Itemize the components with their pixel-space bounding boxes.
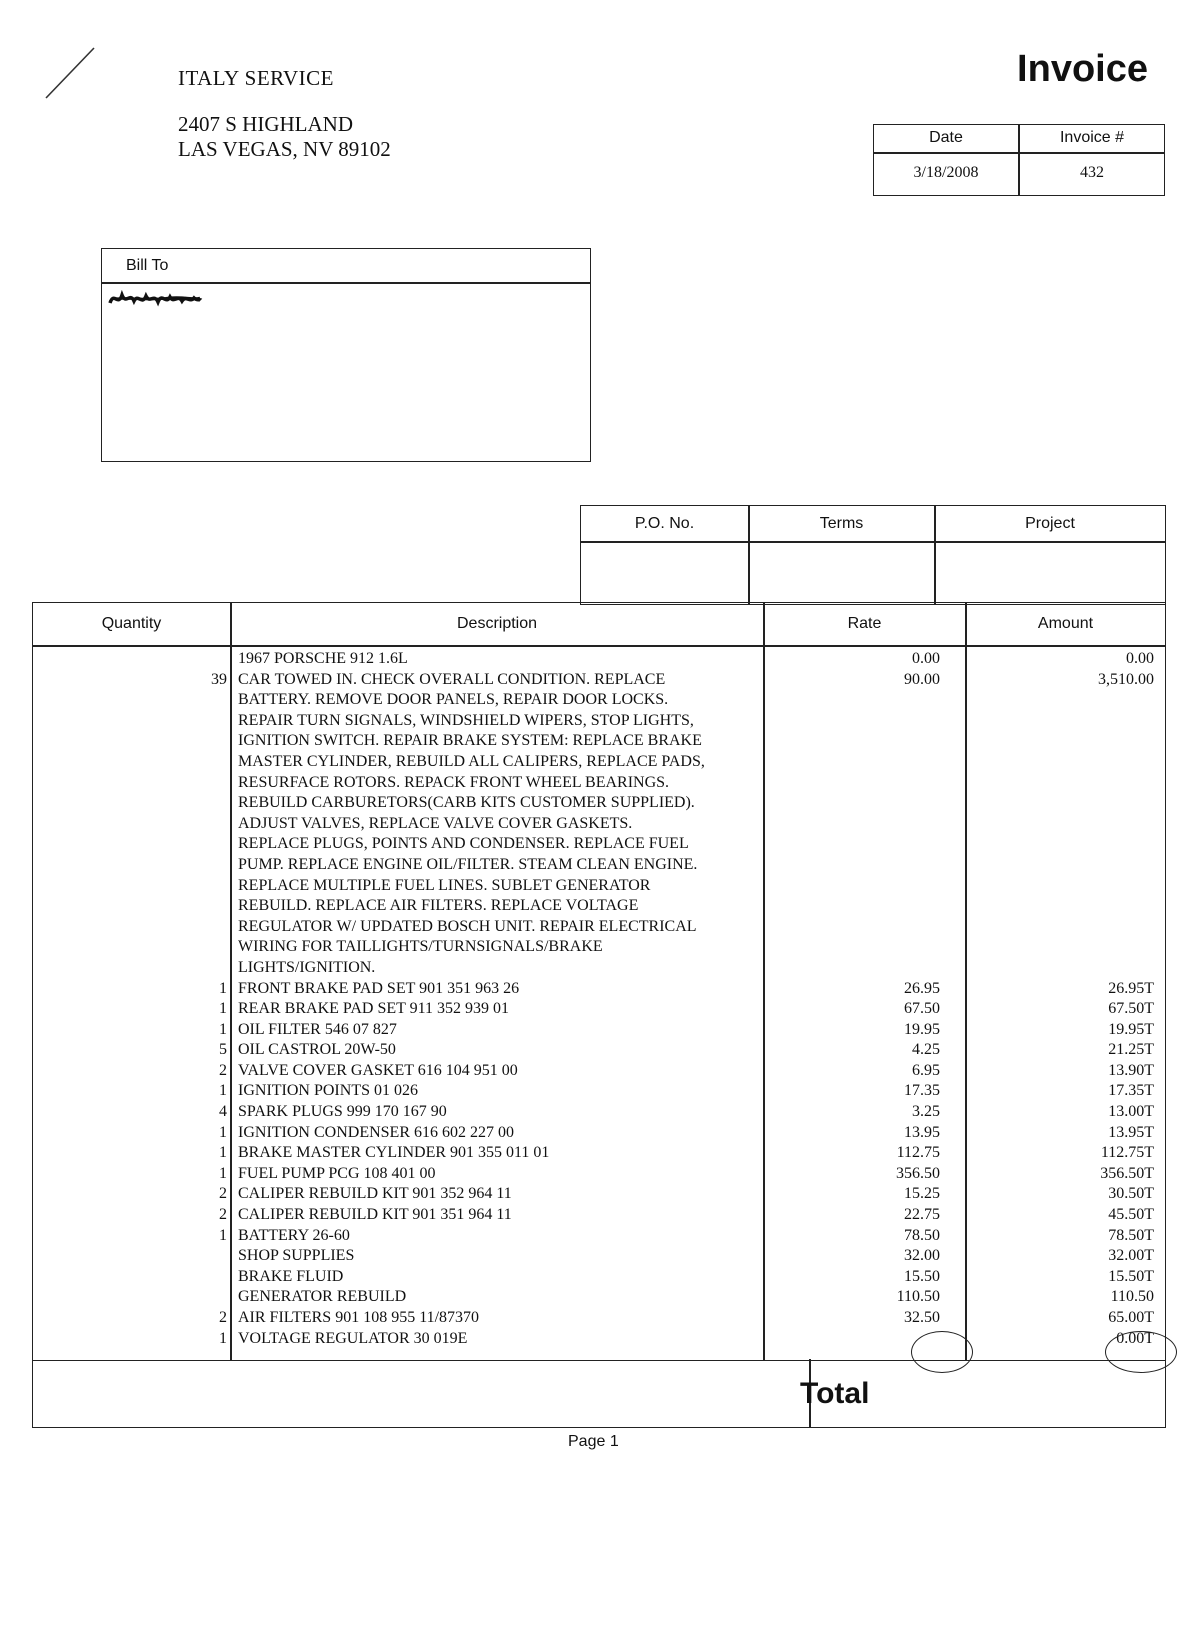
invoice-meta-box [873, 124, 1165, 196]
table-row [33, 1308, 1165, 1329]
rate-header: Rate [847, 615, 882, 632]
amount-cell: 65.00T [1108, 1309, 1154, 1326]
quantity-cell: 1 [219, 979, 227, 997]
table-row [33, 1081, 1165, 1102]
table-row [33, 1267, 1165, 1288]
terms-label: Terms [819, 515, 864, 532]
description-cell: RESURFACE ROTORS. REPACK FRONT WHEEL BEARINGS. [238, 773, 670, 791]
rate-cell: 17.35 [904, 1082, 940, 1100]
amount-cell: 78.50T [1108, 1226, 1154, 1244]
bill-to-label: Bill To [126, 257, 169, 274]
pen-slash-icon [40, 44, 100, 104]
project-label: Project [1025, 515, 1075, 532]
rate-cell: 3.25 [912, 1103, 940, 1121]
amount-cell: 110.50 [1110, 1288, 1154, 1306]
rate-cell: 32.00 [904, 1247, 940, 1265]
table-row [33, 773, 1165, 794]
table-row [33, 711, 1165, 732]
table-row [33, 670, 1165, 691]
amount-cell: 0.00 [1126, 650, 1154, 667]
description-cell: FRONT BRAKE PAD SET 901 351 963 26 [238, 979, 520, 997]
total-label: Total [800, 1377, 870, 1410]
table-row [33, 1329, 1165, 1350]
total-box [32, 1359, 1166, 1428]
table-row [33, 896, 1165, 917]
rate-cell: 26.95 [904, 979, 940, 997]
table-row [33, 876, 1165, 897]
description-cell: OIL FILTER 546 07 827 [238, 1020, 397, 1038]
rate-cell: 6.95 [912, 1061, 940, 1079]
rate-cell: 0.00 [912, 650, 940, 667]
description-cell: IGNITION SWITCH. REPAIR BRAKE SYSTEM: REPLACE BRAKE [238, 732, 702, 750]
quantity-cell: 2 [219, 1206, 227, 1224]
table-row [33, 752, 1165, 773]
line-items-table [32, 602, 1166, 1361]
table-row [33, 979, 1165, 1000]
quantity-cell: 1 [219, 1123, 227, 1141]
rate-cell: 67.50 [904, 1000, 940, 1018]
amount-cell: 3,510.00 [1098, 670, 1154, 688]
invoice-number: 432 [1080, 164, 1104, 181]
description-header: Description [456, 615, 538, 632]
amount-cell: 32.00T [1108, 1247, 1154, 1265]
description-cell: ADJUST VALVES, REPLACE VALVE COVER GASKETS. [238, 814, 633, 832]
description-cell: BRAKE FLUID [238, 1267, 344, 1285]
description-cell: REGULATOR W/ UPDATED BOSCH UNIT. REPAIR ELECTRICAL [238, 917, 697, 935]
company-name: ITALY SERVICE [178, 66, 334, 90]
amount-cell: 30.50T [1108, 1185, 1154, 1203]
amount-cell: 45.50T [1108, 1206, 1154, 1224]
description-cell: CALIPER REBUILD KIT 901 351 964 11 [238, 1206, 512, 1224]
description-cell: BRAKE MASTER CYLINDER 901 355 011 01 [238, 1144, 550, 1162]
table-row [33, 1287, 1165, 1308]
table-row [33, 1061, 1165, 1082]
rate-cell: 15.50 [904, 1267, 940, 1285]
page-number: Page 1 [568, 1433, 619, 1450]
invoice-date: 3/18/2008 [913, 164, 979, 181]
table-row [33, 1123, 1165, 1144]
rate-cell: 19.95 [904, 1020, 940, 1038]
description-cell: BATTERY 26-60 [238, 1226, 350, 1244]
po-terms-project-box [580, 505, 1166, 605]
table-row [33, 937, 1165, 958]
table-row [33, 1226, 1165, 1247]
quantity-cell: 1 [219, 1082, 227, 1100]
rate-cell: 22.75 [904, 1206, 940, 1224]
quantity-header: Quantity [101, 615, 162, 632]
description-cell: SHOP SUPPLIES [238, 1247, 355, 1265]
amount-cell: 19.95T [1108, 1020, 1154, 1038]
rate-cell: 13.95 [904, 1123, 940, 1141]
table-row [33, 999, 1165, 1020]
description-cell: REPAIR TURN SIGNALS, WINDSHIELD WIPERS, STOP LIGHTS, [238, 711, 694, 729]
rate-cell: 15.25 [904, 1185, 940, 1203]
amount-cell: 13.95T [1108, 1123, 1154, 1141]
quantity-cell: 1 [219, 1164, 227, 1182]
table-row [33, 1246, 1165, 1267]
quantity-cell: 1 [219, 1144, 227, 1162]
amount-cell: 67.50T [1108, 1000, 1154, 1018]
table-row [33, 814, 1165, 835]
rate-cell: 32.50 [904, 1309, 940, 1326]
table-row [33, 1164, 1165, 1185]
po-number-label: P.O. No. [634, 515, 695, 532]
company-address [178, 112, 391, 162]
table-row [33, 1184, 1165, 1205]
description-cell: WIRING FOR TAILLIGHTS/TURNSIGNALS/BRAKE [238, 938, 603, 956]
description-cell: BATTERY. REMOVE DOOR PANELS, REPAIR DOOR LOCKS. [238, 691, 669, 709]
invoice-number-label: Invoice # [1059, 129, 1125, 146]
description-cell: OIL CASTROL 20W-50 [238, 1041, 396, 1059]
table-row [33, 793, 1165, 814]
amount-cell: 21.25T [1108, 1041, 1154, 1059]
description-cell: 1967 PORSCHE 912 1.6L [238, 650, 408, 667]
description-cell: VOLTAGE REGULATOR 30 019E [238, 1329, 468, 1347]
description-cell: MASTER CYLINDER, REBUILD ALL CALIPERS, REPLACE PADS, [238, 752, 705, 770]
amount-cell: 13.00T [1108, 1103, 1154, 1121]
table-row [33, 1205, 1165, 1226]
table-row [33, 834, 1165, 855]
description-cell: REPLACE PLUGS, POINTS AND CONDENSER. REPLACE FUEL [238, 835, 689, 853]
table-row [33, 1143, 1165, 1164]
description-cell: VALVE COVER GASKET 616 104 951 00 [238, 1061, 518, 1079]
table-row [33, 649, 1165, 670]
quantity-cell: 2 [219, 1185, 227, 1203]
rate-cell: 78.50 [904, 1226, 940, 1244]
table-row [33, 855, 1165, 876]
description-cell: SPARK PLUGS 999 170 167 90 [238, 1103, 447, 1121]
amount-header: Amount [1037, 615, 1094, 632]
description-cell: REPLACE MULTIPLE FUEL LINES. SUBLET GENERATOR [238, 876, 651, 894]
description-cell: REAR BRAKE PAD SET 911 352 939 01 [238, 1000, 509, 1018]
rate-cell: 112.75 [896, 1144, 940, 1162]
quantity-cell: 5 [219, 1041, 227, 1059]
description-cell: REBUILD CARBURETORS(CARB KITS CUSTOMER SUPPLIED). [238, 794, 695, 812]
description-cell: CALIPER REBUILD KIT 901 352 964 11 [238, 1185, 512, 1203]
table-body [33, 649, 1165, 1349]
date-label: Date [929, 129, 963, 146]
amount-cell: 17.35T [1108, 1082, 1154, 1100]
amount-cell: 112.75T [1100, 1144, 1154, 1162]
description-cell: AIR FILTERS 901 108 955 11/87370 [238, 1309, 480, 1326]
table-row [33, 1020, 1165, 1041]
table-row [33, 731, 1165, 752]
rate-cell: 90.00 [904, 670, 940, 688]
quantity-cell: 1 [219, 1226, 227, 1244]
quantity-cell: 1 [219, 1329, 227, 1347]
quantity-cell: 4 [219, 1103, 227, 1121]
address-line-1: 2407 S HIGHLAND [178, 112, 353, 136]
description-cell: IGNITION POINTS 01 026 [238, 1082, 418, 1100]
description-cell: REBUILD. REPLACE AIR FILTERS. REPLACE VOLTAGE [238, 897, 639, 915]
quantity-cell: 39 [211, 670, 227, 688]
rate-cell: 110.50 [896, 1288, 940, 1306]
quantity-cell: 1 [219, 1000, 227, 1018]
table-row [33, 1040, 1165, 1061]
description-cell: LIGHTS/IGNITION. [238, 958, 376, 976]
quantity-cell: 2 [219, 1061, 227, 1079]
description-cell: GENERATOR REBUILD [238, 1288, 407, 1306]
rate-cell: 356.50 [896, 1164, 940, 1182]
description-cell: CAR TOWED IN. CHECK OVERALL CONDITION. REPLACE [238, 670, 666, 688]
amount-cell: 26.95T [1108, 979, 1154, 997]
table-row [33, 690, 1165, 711]
table-row [33, 1102, 1165, 1123]
rate-cell: 4.25 [912, 1041, 940, 1059]
description-cell: PUMP. REPLACE ENGINE OIL/FILTER. STEAM CLEAN ENGINE. [238, 855, 698, 873]
table-row [33, 958, 1165, 979]
amount-cell: 356.50T [1100, 1164, 1154, 1182]
description-cell: IGNITION CONDENSER 616 602 227 00 [238, 1123, 514, 1141]
description-cell: FUEL PUMP PCG 108 401 00 [238, 1164, 436, 1182]
table-row [33, 917, 1165, 938]
quantity-cell: 1 [219, 1020, 227, 1038]
amount-cell: 15.50T [1108, 1267, 1154, 1285]
amount-cell: 13.90T [1108, 1061, 1154, 1079]
redaction-scribble-icon [108, 289, 203, 309]
document-title: Invoice [1017, 48, 1148, 90]
amount-cell: 0.00T [1116, 1329, 1154, 1347]
bill-to-box [101, 248, 591, 462]
quantity-cell: 2 [219, 1309, 227, 1326]
address-line-2: LAS VEGAS, NV 89102 [178, 137, 391, 161]
